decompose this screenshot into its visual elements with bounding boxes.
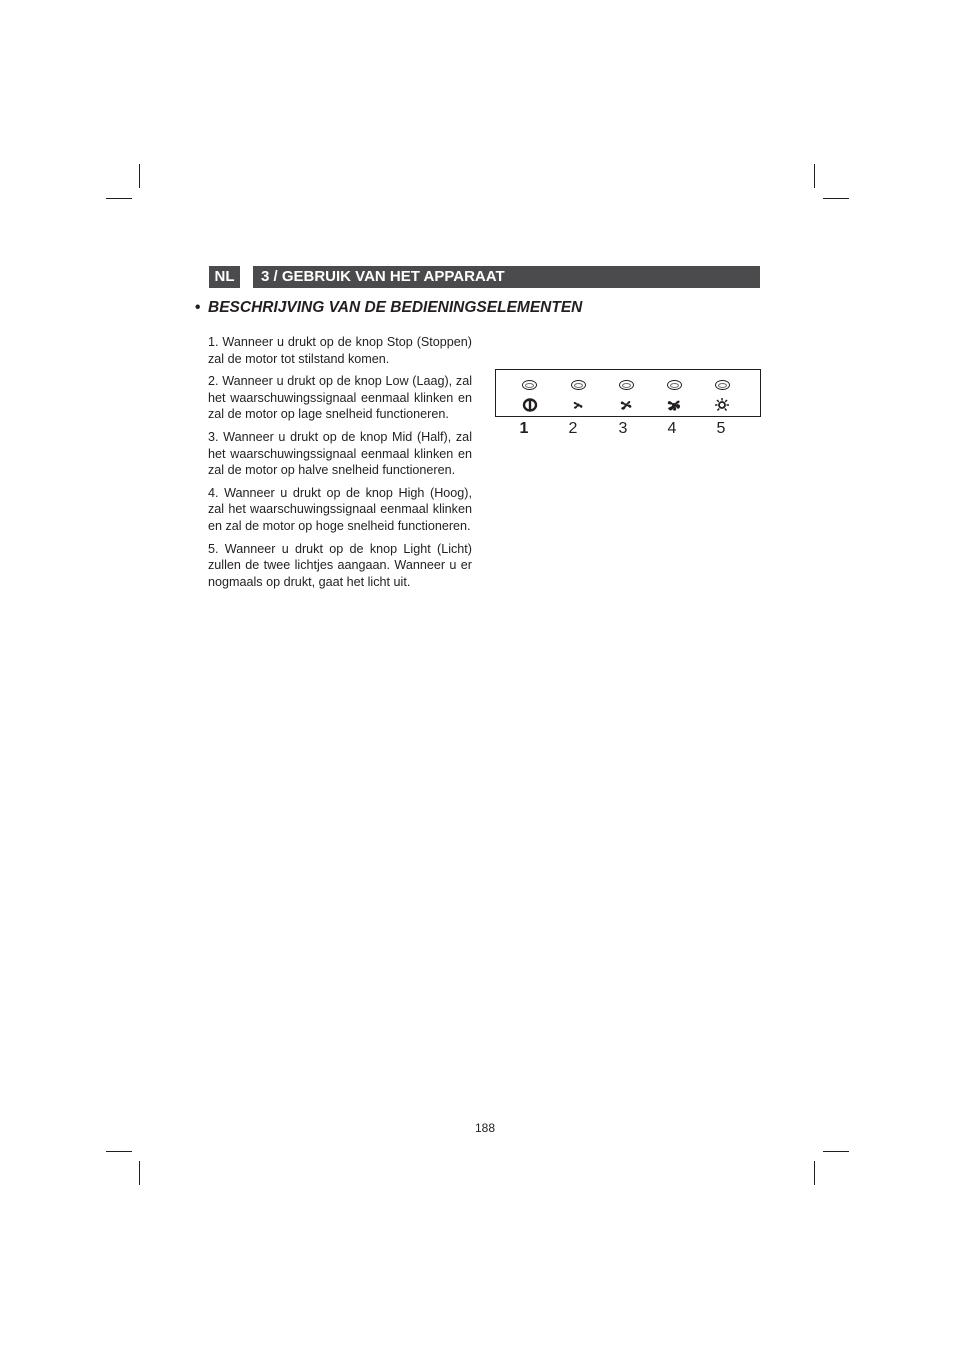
crop-mark bbox=[814, 1161, 815, 1185]
instruction-item: 4. Wanneer u drukt op de knop High (Hoog), zal het waarschuwingssignaal eenmaal klinken en zal de motor op hoge snelheid functioneren. bbox=[208, 485, 472, 533]
instruction-item: 5. Wanneer u drukt op de knop Light (Licht) zullen de twee lichtjes aangaan. Wanneer u er nogmaals op drukt, gaat het licht uit. bbox=[208, 541, 472, 589]
crop-mark bbox=[823, 1151, 849, 1152]
instruction-item: 2. Wanneer u drukt op de knop Low (Laag), zal het waarschuwingssignaal eenmaal klinken en zal de motor op lage snelheid functioneren. bbox=[208, 374, 472, 422]
control-panel-diagram bbox=[495, 369, 761, 417]
section-header bbox=[209, 266, 760, 288]
crop-mark bbox=[106, 1151, 132, 1152]
button-number: 2 bbox=[568, 420, 578, 437]
section-title: 3 / GEBRUIK VAN HET APPARAAT bbox=[253, 266, 760, 288]
button-number: 3 bbox=[618, 420, 628, 437]
subheading-text: BESCHRIJVING VAN DE BEDIENINGSELEMENTEN bbox=[208, 299, 583, 316]
instruction-item: 1. Wanneer u drukt op de knop Stop (Stoppen) zal de motor tot stilstand komen. bbox=[208, 335, 472, 366]
button-number: 4 bbox=[667, 420, 677, 437]
fan-mid-icon bbox=[617, 397, 635, 413]
indicator-led bbox=[667, 380, 682, 390]
fan-low-icon bbox=[569, 397, 587, 413]
indicator-led bbox=[522, 380, 537, 390]
indicator-led bbox=[619, 380, 634, 390]
instruction-item: 3. Wanneer u drukt op de knop Mid (Half), zal het waarschuwingssignaal eenmaal klinken en zal de motor op halve snelheid functioneren. bbox=[208, 429, 472, 478]
crop-mark bbox=[823, 198, 849, 199]
instructions-list bbox=[208, 334, 472, 596]
bullet: • bbox=[195, 299, 201, 316]
crop-mark bbox=[139, 1161, 140, 1185]
subheading bbox=[195, 299, 582, 317]
language-badge: NL bbox=[209, 266, 240, 288]
indicator-led bbox=[571, 380, 586, 390]
page-number: 188 bbox=[474, 1121, 496, 1135]
button-number: 5 bbox=[716, 420, 726, 437]
crop-mark bbox=[139, 164, 140, 188]
fan-high-icon bbox=[665, 397, 683, 413]
button-number: 1 bbox=[519, 420, 529, 437]
light-icon bbox=[713, 397, 731, 413]
indicator-led bbox=[715, 380, 730, 390]
power-icon bbox=[521, 397, 539, 413]
crop-mark bbox=[106, 198, 132, 199]
crop-mark bbox=[814, 164, 815, 188]
